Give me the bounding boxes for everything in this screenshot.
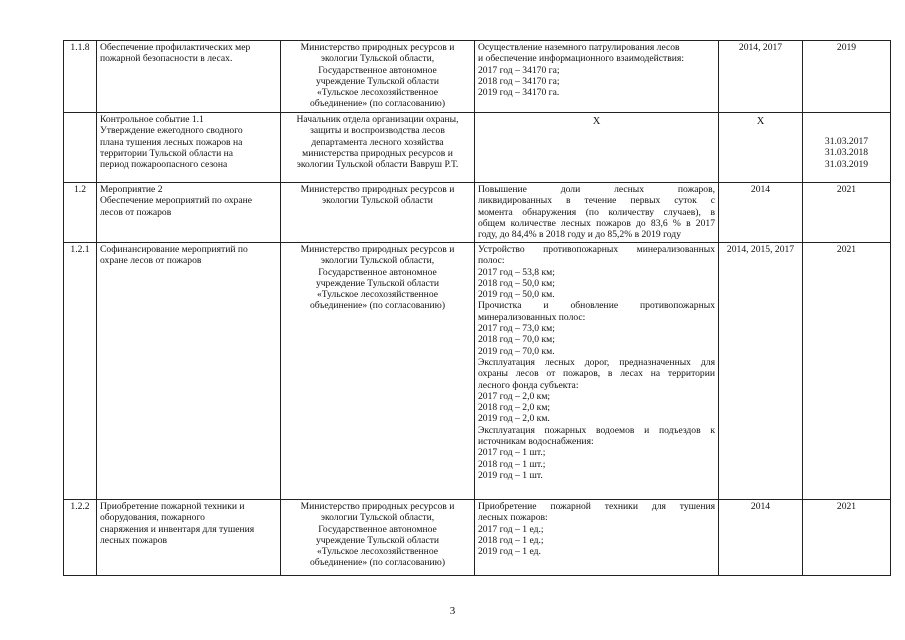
measure-name: Софинансирование мероприятий по охране лесов от пожаров	[97, 243, 281, 500]
row-number	[64, 113, 97, 183]
page-number: 3	[449, 605, 456, 617]
plan-table	[63, 40, 891, 576]
end-year: 2019	[803, 41, 891, 113]
deadline-date: 31.03.2018	[824, 147, 869, 159]
not-applicable-mark: Х	[592, 116, 601, 127]
measure-name: Мероприятие 2 Обеспечение мероприятий по охране лесов от пожаров	[97, 183, 281, 243]
deadline-date: 31.03.2019	[824, 158, 869, 170]
row-number: 1.2	[64, 183, 97, 243]
table-row	[64, 500, 891, 576]
executor: Министерство природных ресурсов и экологии Тульской области, Государственное автономное учреждение Тульской области «Тульское лесохозяйственное объединение» (по согласованию)	[281, 500, 475, 576]
expected-result: Устройство противопожарных минерализованных полос: 2017 год – 53,8 км; 2018 год – 50,0 км; 2019 год – 50,0 км. Прочистка и обновление противопожарных минерализованных полос: 2017 год – 73,0 км; 2018 год – 70,0 км; 2019 год – 70,0 км. Эксплуатация лесных дорог, предназначенных для охраны лесов от пожаров, в лесах на территории лесного фонда субъекта: 2017 год – 2,0 км; 2018 год – 2,0 км; 2019 год – 2,0 км. Эксплуатация пожарных водоемов и подъездов к источникам водоснабжения: 2017 год – 1 шт.; 2018 год – 1 шт.; 2019 год – 1 шт.	[475, 243, 719, 500]
deadline-date: 31.03.2017	[824, 136, 869, 147]
start-year: 2014, 2015, 2017	[719, 243, 803, 500]
row-number: 1.1.8	[64, 41, 97, 113]
end-year: 2021	[803, 500, 891, 576]
executor: Министерство природных ресурсов и экологии Тульской области, Государственное автономное учреждение Тульской области «Тульское лесохозяйственное объединение» (по согласованию)	[281, 41, 475, 113]
end-year: 2021	[803, 183, 891, 243]
start-year: 2014	[719, 500, 803, 576]
table-row	[64, 113, 891, 183]
expected-result: Осуществление наземного патрулирования лесов и обеспечение информационного взаимодействия: 2017 год – 34170 га; 2018 год – 34170 га; 2019 год – 34170 га.	[475, 41, 719, 113]
row-number: 1.2.2	[64, 500, 97, 576]
row-number: 1.2.1	[64, 243, 97, 500]
measure-name: Приобретение пожарной техники и оборудования, пожарного снаряжения и инвентаря для тушения лесных пожаров	[97, 500, 281, 576]
end-year	[803, 113, 891, 183]
start-year: 2014, 2017	[719, 41, 803, 113]
start-year: 2014	[719, 183, 803, 243]
table-row	[64, 183, 891, 243]
executor: Министерство природных ресурсов и экологии Тульской области	[281, 183, 475, 243]
start-year	[719, 113, 803, 183]
measure-name: Контрольное событие 1.1 Утверждение ежегодного сводного плана тушения лесных пожаров на территории Тульской области на период пожароопасного сезона	[97, 113, 281, 183]
measure-name: Обеспечение профилактических мер пожарной безопасности в лесах.	[97, 41, 281, 113]
executor: Министерство природных ресурсов и экологии Тульской области, Государственное автономное учреждение Тульской области «Тульское лесохозяйственное объединение» (по согласованию)	[281, 243, 475, 500]
expected-result	[475, 113, 719, 183]
table-row	[64, 243, 891, 500]
end-year: 2021	[803, 243, 891, 500]
expected-result: Приобретение пожарной техники для тушения лесных пожаров: 2017 год – 1 ед.; 2018 год – 1 ед.; 2019 год – 1 ед.	[475, 500, 719, 576]
executor: Начальник отдела организации охраны, защиты и воспроизводства лесов департамента лесного хозяйства министерства природных ресурсов и экологии Тульской области Вавруш Р.Т.	[281, 113, 475, 183]
table-row	[64, 41, 891, 113]
expected-result: Повышение доли лесных пожаров, ликвидированных в течение первых суток с момента обнаружения (по количеству случаев), в общем количестве лесных пожаров до 83,6 % в 2017 году, до 84,4% в 2018 году и до 85,2% в 2019 году	[475, 183, 719, 243]
not-applicable-mark: Х	[756, 116, 765, 127]
